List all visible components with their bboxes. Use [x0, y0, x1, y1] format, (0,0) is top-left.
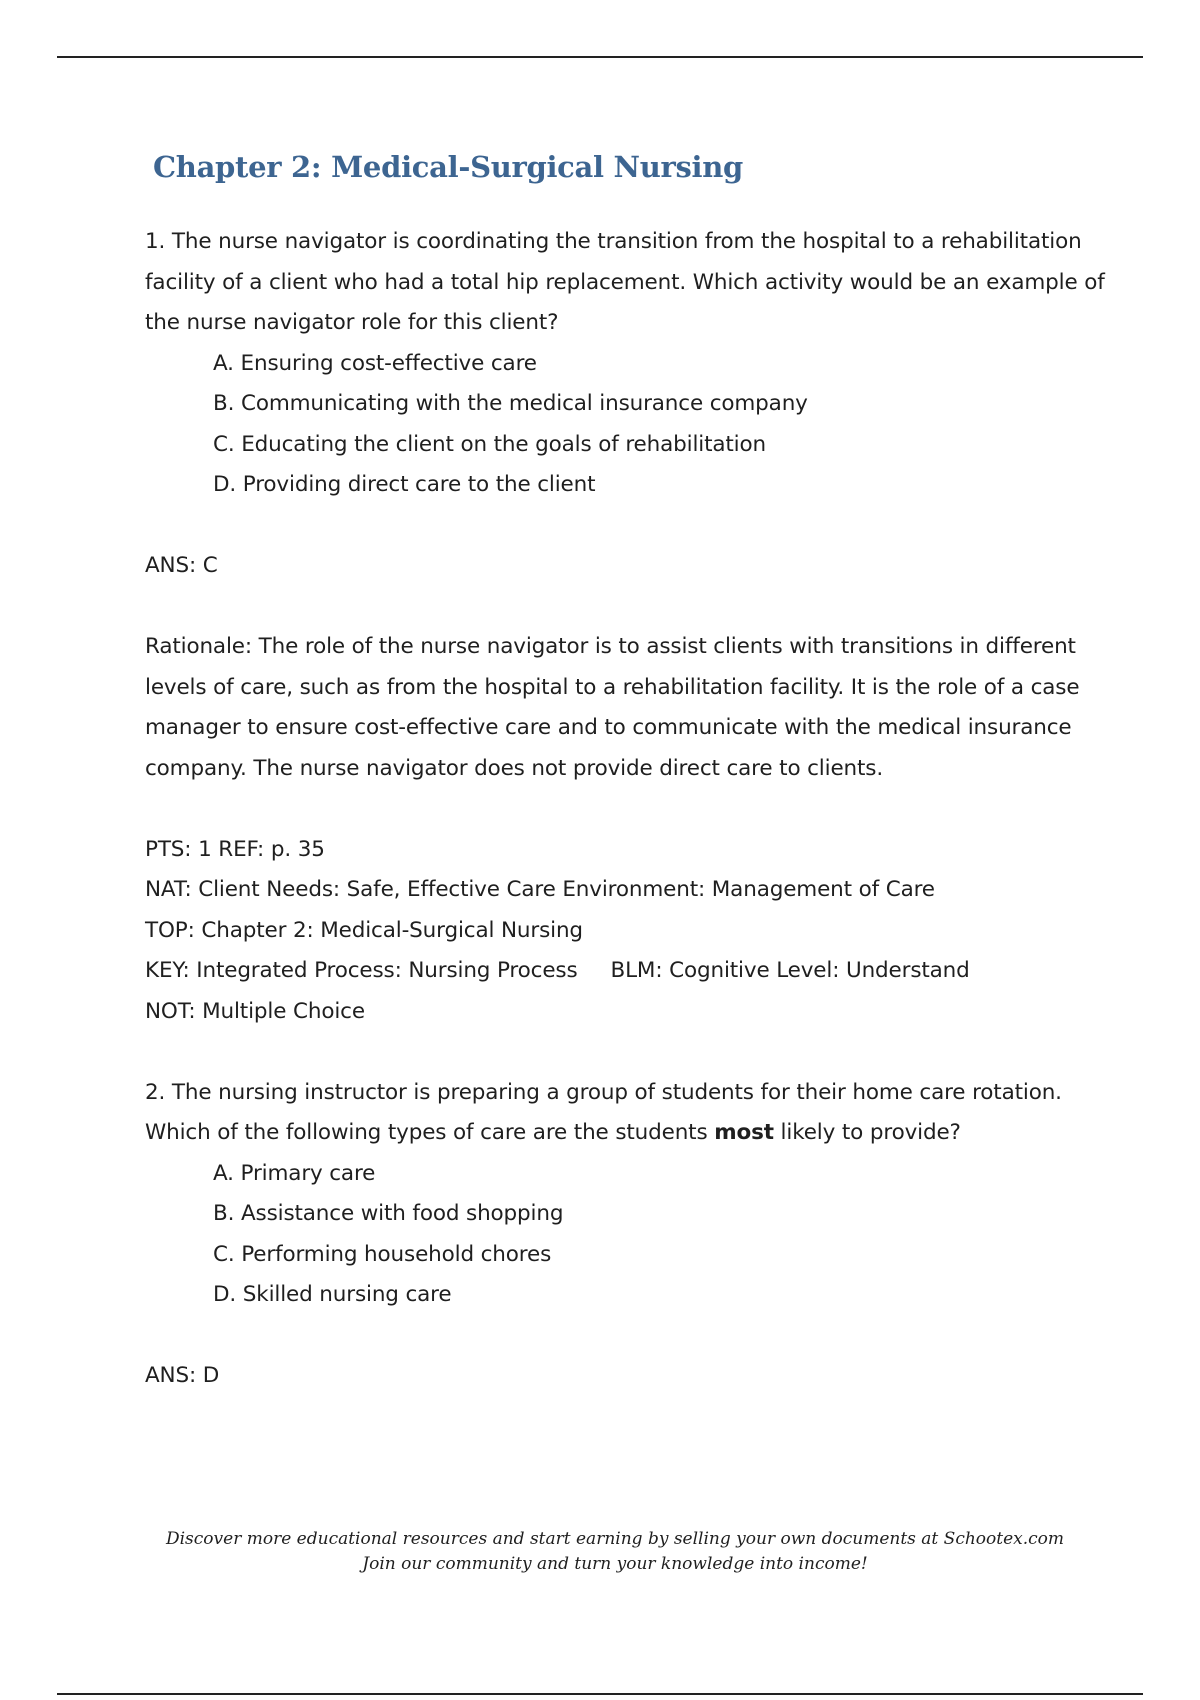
question-1-option-b: B. Communicating with the medical insurance company [213, 391, 808, 416]
document-body [145, 140, 1135, 1397]
question-1-rationale-line: Rationale: The role of the nurse navigator is to assist clients with transitions in different [145, 634, 1076, 659]
question-2-option-d: D. Skilled nursing care [213, 1282, 452, 1307]
question-1-key-row [145, 951, 1135, 992]
question-2-stem-emphasis: most [714, 1120, 774, 1145]
question-1-top: TOP: Chapter 2: Medical-Surgical Nursing [145, 917, 583, 943]
question-2-stem-line [145, 1113, 1135, 1154]
question-1 [145, 222, 1135, 1032]
question-1-option-c: C. Educating the client on the goals of rehabilitation [213, 431, 766, 457]
question-1-not: NOT: Multiple Choice [145, 998, 365, 1024]
question-2-option-b: B. Assistance with food shopping [213, 1201, 564, 1226]
question-1-stem-line: 1. The nurse navigator is coordinating the transition from the hospital to a rehabilitation [145, 229, 1082, 254]
footer-note [0, 1527, 1200, 1577]
question-1-blm: BLM: Cognitive Level: Understand [610, 958, 970, 983]
question-2-stem-line: 2. The nursing instructor is preparing a group of students for their home care rotation. [145, 1079, 1062, 1105]
question-1-rationale-line: company. The nurse navigator does not provide direct care to clients. [145, 755, 884, 781]
question-1-option-a: A. Ensuring cost-effective care [213, 350, 537, 376]
question-1-rationale-line: manager to ensure cost-effective care and to communicate with the medical insurance [145, 715, 1072, 740]
top-rule [57, 56, 1143, 58]
bottom-rule [57, 1693, 1143, 1695]
question-1-rationale-line: levels of care, such as from the hospital to a rehabilitation facility. It is the role of a case [145, 674, 1080, 700]
chapter-title: Chapter 2: Medical-Surgical Nursing [153, 150, 744, 184]
question-2-option-c: C. Performing household chores [213, 1241, 552, 1267]
question-2-answer: ANS: D [145, 1363, 220, 1388]
question-2-stem-text: Which of the following types of care are the students [145, 1120, 715, 1145]
question-1-stem-line: facility of a client who had a total hip replacement. Which activity would be an example of [145, 269, 1105, 295]
question-2-stem-text: likely to provide? [773, 1120, 961, 1145]
question-1-stem-line: the nurse navigator role for this client? [145, 310, 559, 335]
question-2-option-a: A. Primary care [213, 1160, 376, 1186]
question-1-nat: NAT: Client Needs: Safe, Effective Care Environment: Management of Care [145, 877, 935, 902]
footer-line-2: Join our community and turn your knowledge into income! [362, 1554, 868, 1574]
question-1-answer: ANS: C [145, 553, 218, 578]
question-1-option-d: D. Providing direct care to the client [213, 472, 596, 497]
question-1-pts-ref: PTS: 1 REF: p. 35 [145, 836, 325, 862]
footer-line-1: Discover more educational resources and start earning by selling your own documents at Schootex.com [165, 1529, 1065, 1549]
question-1-key: KEY: Integrated Process: Nursing Process [145, 958, 578, 983]
question-2 [145, 1073, 1135, 1397]
